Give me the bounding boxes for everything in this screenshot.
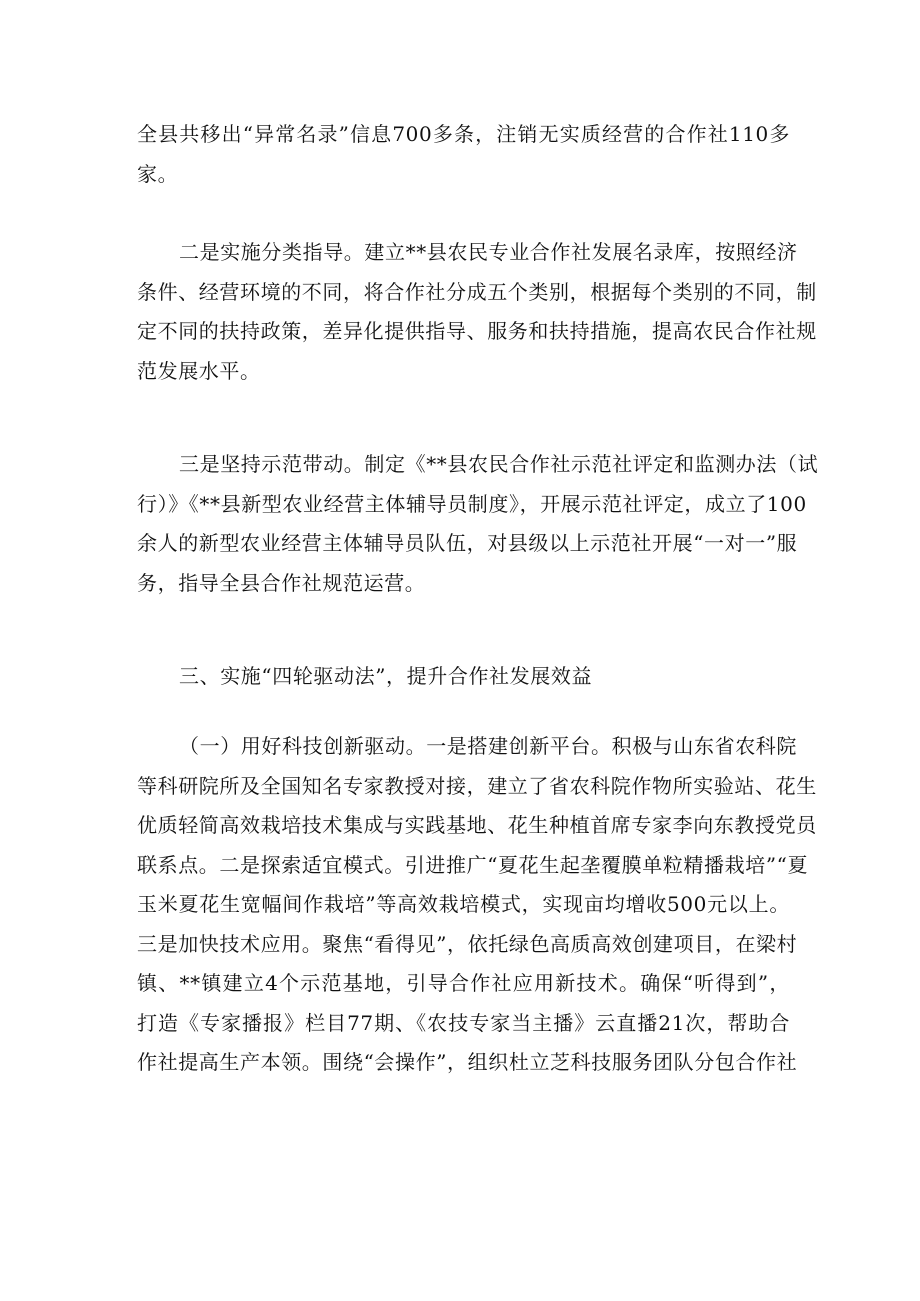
text-line: 三是坚持示范带动。制定《**县农民合作社示范社评定和监测办法（试 <box>179 452 819 476</box>
text-line: 行）》《**县新型农业经营主体辅导员制度》，开展示范社评定，成立了100 <box>137 491 807 516</box>
text-line: 打造《专家播报》栏目77期、《农技专家当主播》云直播21次，帮助合 <box>137 1010 790 1035</box>
text-line: 优质轻简高效栽培技术集成与实践基地、花生种植首席专家李向东教授党员 <box>137 813 817 837</box>
text-line: 务，指导全县合作社规范运营。 <box>137 570 426 595</box>
text-line: 余人的新型农业经营主体辅导员队伍，对县级以上示范社开展“一对一”服 <box>137 531 798 555</box>
paragraph-tech-innovation <box>137 727 817 1083</box>
text-line: 家。 <box>137 161 179 186</box>
text-line: 作社提高生产本领。围绕“会操作”，组织杜立芝科技服务团队分包合作社 <box>137 1050 798 1074</box>
section-heading: 三、实施“四轮驱动法”，提升合作社发展效益 <box>179 664 593 688</box>
paragraph-classified-guidance <box>137 233 817 391</box>
text-line: 三是加快技术应用。聚焦“看得见”，依托绿色高质高效创建项目，在梁村 <box>137 931 798 956</box>
text-line: 联系点。二是探索适宜模式。引进推广“夏花生起垄覆膜单粒精播栽培”“夏 <box>137 852 809 877</box>
paragraph-deregistration <box>137 115 790 194</box>
text-line: 条件、经营环境的不同，将合作社分成五个类别，根据每个类别的不同，制 <box>137 279 817 304</box>
text-line: 二是实施分类指导。建立**县农民专业合作社发展名录库，按照经济 <box>179 240 798 264</box>
text-line: 玉米夏花生宽幅间作栽培”等高效栽培模式，实现亩均增收500元以上。 <box>137 892 790 916</box>
text-line: 全县共移出“异常名录”信息700多条，注销无实质经营的合作社110多 <box>137 122 790 146</box>
text-line: （一）用好科技创新驱动。一是搭建创新平台。积极与山东省农科院 <box>179 734 797 758</box>
text-line: 镇、**镇建立4个示范基地，引导合作社应用新技术。确保“听得到”， <box>137 971 790 995</box>
text-line: 等科研院所及全国知名专家教授对接，建立了省农科院作物所实验站、花生 <box>137 773 817 798</box>
paragraph-demonstration <box>137 445 819 603</box>
text-line: 定不同的扶持政策，差异化提供指导、服务和扶持措施，提高农民合作社规 <box>137 319 817 343</box>
text-line: 范发展水平。 <box>137 358 261 383</box>
